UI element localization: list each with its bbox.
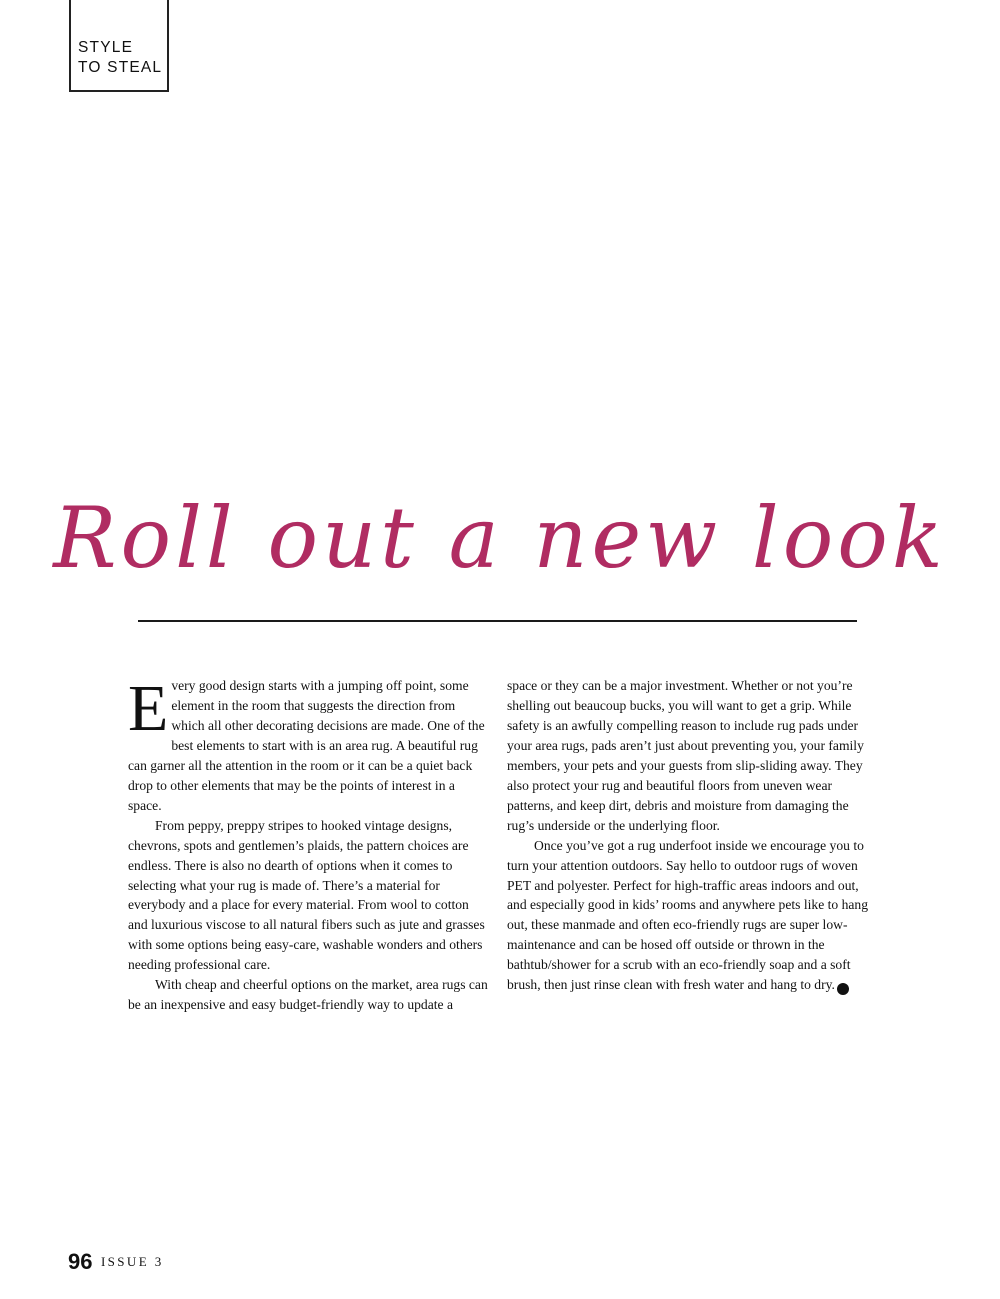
section-tag-line2: TO STEAL — [78, 59, 163, 76]
page-footer — [68, 1249, 164, 1275]
paragraph-1 — [128, 672, 490, 816]
drop-cap: E — [128, 672, 169, 745]
section-tag — [69, 0, 169, 92]
paragraph-4 — [507, 836, 873, 996]
article-column-right — [507, 676, 873, 995]
paragraph-4-text: Once you’ve got a rug underfoot inside we encourage you to turn your attention outdoors. Say hello to outdoor rugs of woven PET and polyester. Perfect for high-traffic areas indoors and out, and especially good in kids’ rooms and anywhere pets like to hang out, these manmade and often eco-friendly rugs are super low-maintenance and can be hosed off outside or thrown in the bathtub/shower for a scrub with an eco-friendly soap and a soft brush, then just rinse clean with fresh water and hang to dry. — [507, 837, 869, 993]
page-number: 96 — [68, 1249, 93, 1274]
paragraph-3-start: With cheap and cheerful options on the market, area rugs can be an inexpensive and easy budget-friendly way to update a — [128, 977, 488, 1013]
title-divider — [138, 620, 857, 622]
paragraph-3-continued: space or they can be a major investment. Whether or not you’re shelling out beaucoup bucks, you will want to get a grip. While safety is an awfully compelling reason to include rug pads under your area rugs, pads aren’t just about preventing you, your family members, your pets and your guests from slip-sliding away. They also protect your rug and beautiful floors from uneven wear patterns, and keep dirt, debris and moisture from damaging the rug’s underside or the underlying floor. — [507, 678, 864, 833]
article-column-left — [128, 672, 490, 1015]
paragraph-2: From peppy, preppy stripes to hooked vintage designs, chevrons, spots and gentlemen’s plaids, the pattern choices are endless. There is also no dearth of options when it comes to selecting what your rug is made of. There’s a material for everybody and a place for every material. From wool to cotton and luxurious viscose to all natural fibers such as jute and grasses with some options being easy-care, washable wonders and others needing professional care. — [128, 817, 485, 973]
paragraph-1-text: very good design starts with a jumping off point, some element in the room that suggests the direction from which all other decorating decisions are made. One of the best elements to start with is an area rug. A beautiful rug can garner all the attention in the room or it can be a quiet back drop to other elements that may be the points of interest in a space. — [128, 678, 485, 813]
end-mark-icon: AH — [837, 983, 849, 995]
issue-label: ISSUE 3 — [100, 1254, 164, 1269]
section-tag-line1: STYLE — [78, 39, 134, 56]
article-title: Roll out a new look — [53, 489, 947, 587]
